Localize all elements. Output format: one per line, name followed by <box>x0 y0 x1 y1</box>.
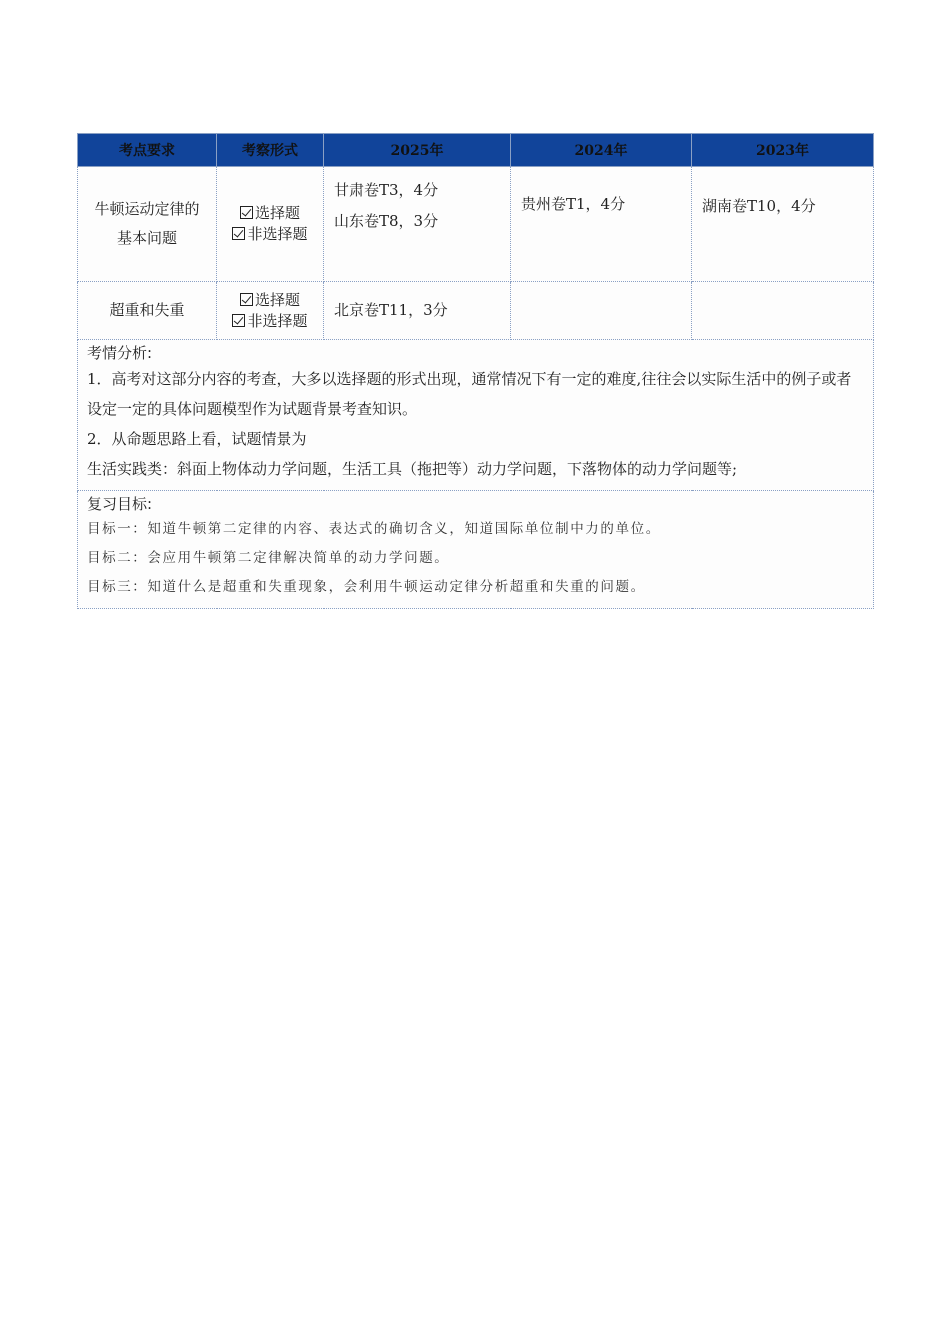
goal-item: 目标三：知道什么是超重和失重现象，会利用牛顿运动定律分析超重和失重的问题。 <box>87 579 646 595</box>
table-header-row <box>78 134 874 167</box>
header-2025: 2025年 <box>324 134 511 167</box>
analysis-paragraph: 2．从命题思路上看，试题情景为 <box>87 430 307 448</box>
form-nonchoice: 非选择题 <box>247 225 308 243</box>
table-row <box>78 282 874 340</box>
form-cell <box>217 282 324 340</box>
analysis-row <box>78 340 874 491</box>
goals-cell <box>78 491 874 609</box>
exam-table <box>77 133 874 609</box>
topic-cell <box>78 167 217 282</box>
goal-item: 目标二：会应用牛顿第二定律解决简单的动力学问题。 <box>87 550 450 566</box>
year-2024-cell <box>511 167 692 282</box>
year-2023-cell <box>692 282 874 340</box>
form-nonchoice: 非选择题 <box>247 311 308 330</box>
exam-ref: 北京卷T11，3分 <box>334 301 448 319</box>
year-2024-cell <box>511 282 692 340</box>
goals-row <box>78 491 874 609</box>
topic-cell: 超重和失重 <box>78 282 217 340</box>
exam-ref: 甘肃卷T3，4分 <box>334 181 439 199</box>
goal-item: 目标一：知道牛顿第二定律的内容、表达式的确切含义，知道国际单位制中力的单位。 <box>87 521 661 537</box>
exam-ref: 贵州卷T1，4分 <box>521 195 626 213</box>
header-topic: 考点要求 <box>78 134 217 167</box>
year-2023-cell <box>692 167 874 282</box>
topic-line: 基本问题 <box>116 229 177 247</box>
checked-box-icon <box>240 293 253 306</box>
analysis-heading: 考情分析: <box>87 344 153 362</box>
year-2025-cell <box>324 167 511 282</box>
header-form: 考察形式 <box>217 134 324 167</box>
form-cell <box>217 167 324 282</box>
exam-table-container <box>77 133 873 609</box>
form-choice: 选择题 <box>254 290 300 309</box>
analysis-paragraph: 生活实践类：斜面上物体动力学问题，生活工具（拖把等）动力学问题，下落物体的动力学问题等; <box>87 460 738 478</box>
topic-line: 牛顿运动定律的 <box>94 200 200 218</box>
analysis-paragraph: 1．高考对这部分内容的考查，大多以选择题的形式出现，通常情况下有一定的难度,往往会以实际生活中的例子或者设定一定的具体问题模型作为试题背景考查知识。 <box>87 370 852 418</box>
analysis-cell <box>78 340 874 491</box>
table-row <box>78 167 874 282</box>
checked-box-icon <box>232 314 245 327</box>
exam-ref: 山东卷T8，3分 <box>334 212 439 230</box>
checked-box-icon <box>240 206 253 219</box>
form-choice: 选择题 <box>254 204 300 222</box>
exam-ref: 湖南卷T10，4分 <box>702 197 816 215</box>
header-2023: 2023年 <box>692 134 874 167</box>
year-2025-cell <box>324 282 511 340</box>
header-2024: 2024年 <box>511 134 692 167</box>
checked-box-icon <box>232 227 245 240</box>
goals-heading: 复习目标: <box>87 495 153 513</box>
